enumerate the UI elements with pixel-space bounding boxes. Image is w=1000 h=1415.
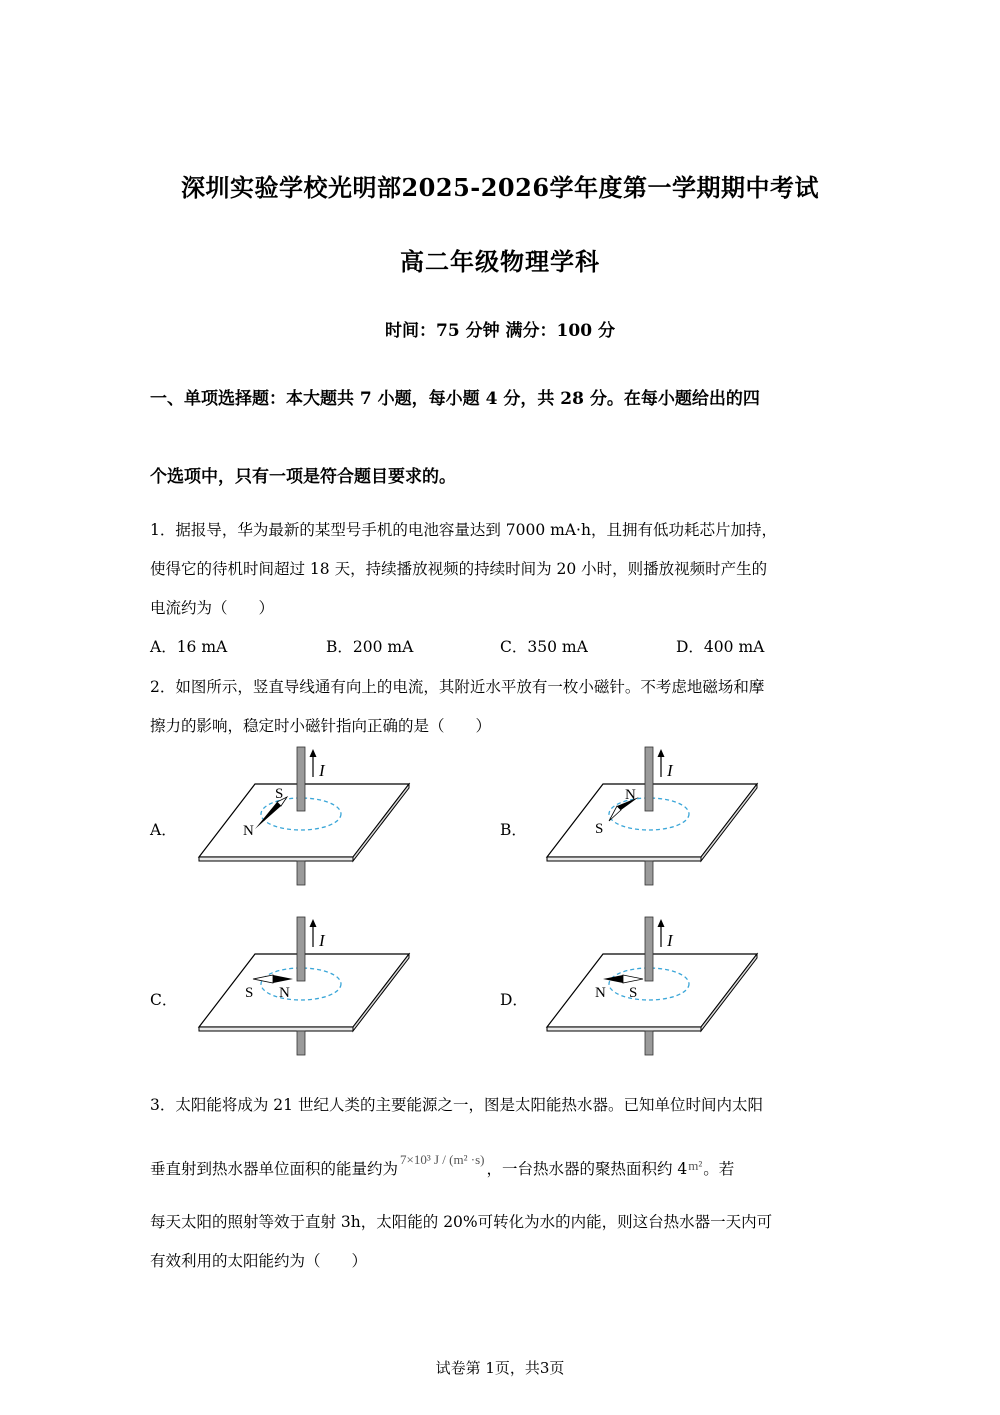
current-label-d: I [667,931,673,950]
q3-line2-text-b: ，一台热水器的聚热面积约 4 [486,1160,688,1178]
q2-line1: 2．如图所示，竖直导线通有向上的电流，其附近水平放有一枚小磁针。不考虑地磁场和摩 [150,678,765,696]
q3-line2 [150,1152,735,1179]
subject-title: 高二年级物理学科 [400,247,600,276]
q1-line2: 使得它的待机时间超过 18 天，持续播放视频的持续时间为 20 小时，则播放视频时产生的 [150,560,768,578]
s-label-c: S [245,985,254,1001]
n-label-d: N [595,985,606,1001]
current-label-a: I [319,761,325,780]
s-label-b: S [595,821,604,837]
q2-label-d: D． [500,991,528,1009]
n-label-b: N [625,787,636,803]
q1-option-a: A．16 mA [150,638,228,656]
figure-c [195,915,415,1057]
q1-line1: 1．据报导，华为最新的某型号手机的电池容量达到 7000 mA·h，且拥有低功耗芯片加持， [150,521,777,539]
q1-option-c: C．350 mA [500,638,588,656]
n-label-a: N [243,823,254,839]
current-label-c: I [319,931,325,950]
q2-label-b: B． [500,821,527,839]
page-footer: 试卷第 1页，共3页 [435,1359,565,1377]
energy-formula: 7×10³ J / (m² ·s) [400,1152,485,1167]
section-heading-line1: 一、单项选择题：本大题共 7 小题，每小题 4 分，共 28 分。在每小题给出的四 [150,389,760,409]
q1-line3: 电流约为（ ） [150,599,275,617]
area-unit: m² [688,1158,703,1173]
q3-line3: 每天太阳的照射等效于直射 3h，太阳能的 20%可转化为水的内能，则这台热水器一天内可 [150,1213,773,1231]
time-info: 时间：75 分钟 满分：100 分 [385,321,615,341]
q3-line4: 有效利用的太阳能约为（ ） [150,1252,368,1270]
q3-line1: 3．太阳能将成为 21 世纪人类的主要能源之一，图是太阳能热水器。已知单位时间内太阳 [150,1096,763,1114]
figure-d [543,915,763,1057]
s-label-d: S [629,985,638,1001]
q2-label-c: C． [150,991,178,1009]
q2-label-a: A． [150,821,177,839]
q1-option-d: D．400 mA [676,638,765,656]
exam-title: 深圳实验学校光明部2025-2026学年度第一学期期中考试 [180,173,820,202]
current-label-b: I [667,761,673,780]
q3-line2-text-c: 。若 [703,1160,735,1178]
n-label-c: N [279,985,290,1001]
figure-b [543,745,763,887]
q1-option-b: B．200 mA [326,638,414,656]
section-heading-line2: 个选项中，只有一项是符合题目要求的。 [150,467,456,487]
q2-line2: 擦力的影响，稳定时小磁针指向正确的是（ ） [150,717,492,735]
figure-a [195,745,415,887]
s-label-a: S [275,786,284,802]
q3-line2-text-a: 垂直射到热水器单位面积的能量约为 [150,1160,399,1178]
